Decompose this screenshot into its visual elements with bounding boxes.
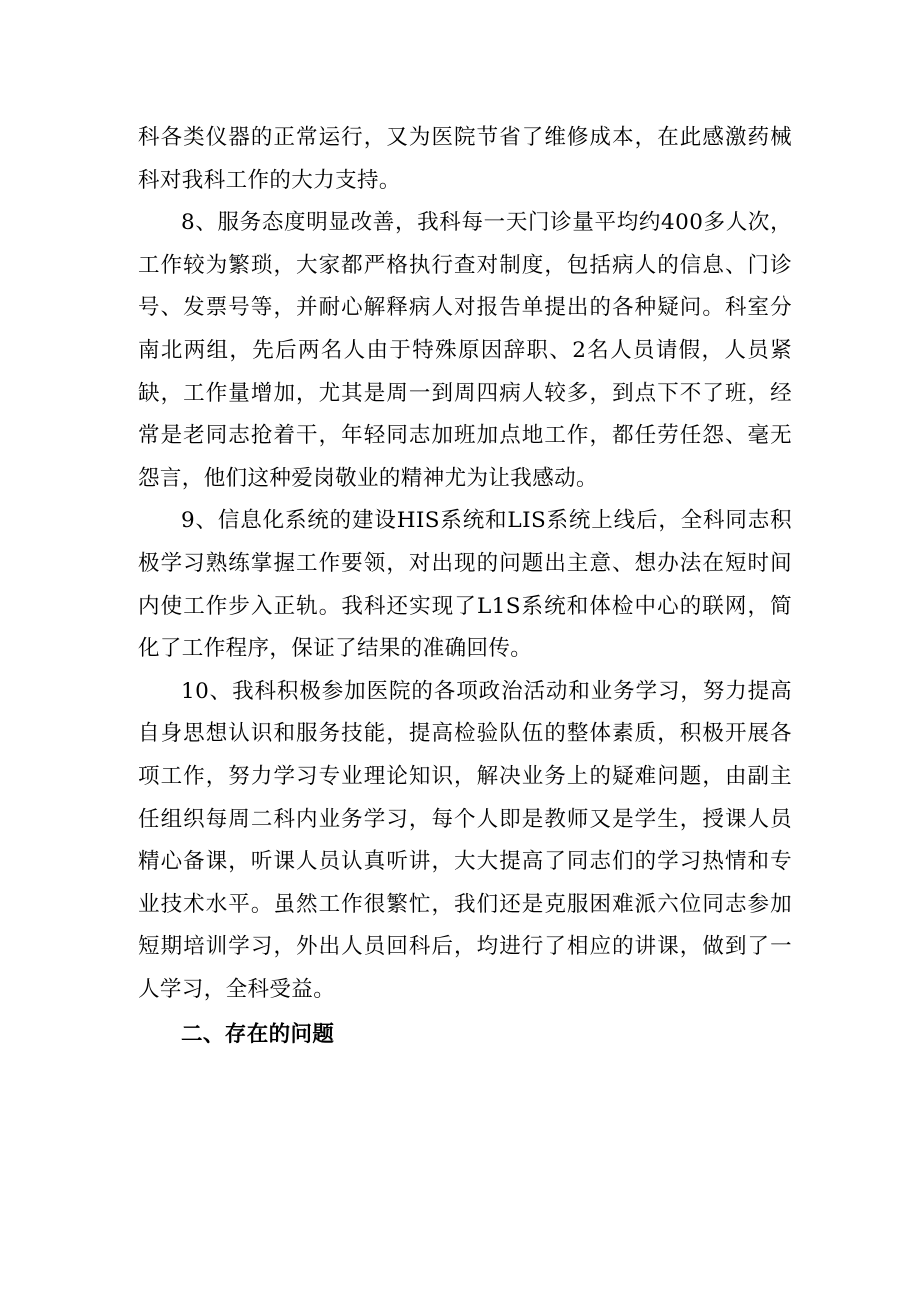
paragraph-continuation: 科各类仪器的正常运行，又为医院节省了维修成本，在此感激药械科对我科工作的大力支持。 (138, 125, 792, 193)
section-heading: 二、存在的问题 (181, 1022, 335, 1048)
paragraph-item-9: 9、信息化系统的建设HIS系统和LIS系统上线后，全科同志积极学习熟练掌握工作要领，对出现的问题出主意、想办法在短时间内使工作步入正轨。我科还实现了L1S系统和体检中心的联网，简化了工作程序，保证了结果的准确回传。 (138, 508, 792, 662)
paragraph-item-10: 10、我科积极参加医院的各项政治活动和业务学习，努力提高自身思想认识和服务技能，提高检验队伍的整体素质，积极开展各项工作，努力学习专业理论知识，解决业务上的疑难问题，由副主任组织每周二科内业务学习，每个人即是教师又是学生，授课人员精心备课，听课人员认真听讲，大大提高了同志们的学习热情和专业技术水平。虽然工作很繁忙，我们还是克服困难派六位同志参加短期培训学习，外出人员回科后，均进行了相应的讲课，做到了一人学习，全科受益。 (138, 678, 792, 1002)
document-body (138, 117, 792, 1057)
paragraph-item-8: 8、服务态度明显改善，我科每一天门诊量平均约400多人次，工作较为繁琐，大家都严格执行查对制度，包括病人的信息、门诊号、发票号等，并耐心解释病人对报告单提出的各种疑问。科室分南北两组，先后两名人由于特殊原因辞职、2名人员请假，人员紧缺，工作量增加，尤其是周一到周四病人较多，到点下不了班，经常是老同志抢着干，年轻同志加班加点地工作，都任劳任怨、毫无怨言，他们这种爱岗敬业的精神尤为让我感动。 (138, 210, 792, 491)
